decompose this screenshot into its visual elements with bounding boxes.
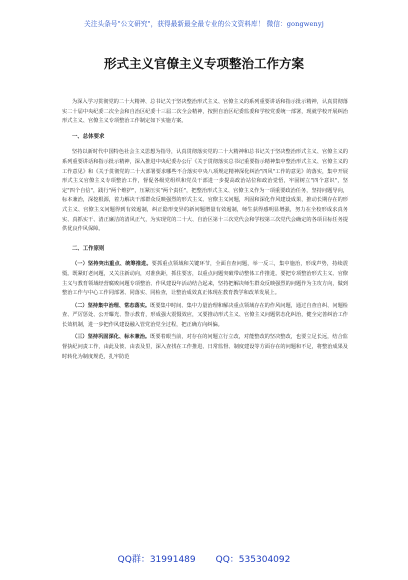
principle-lead: （二）坚持集中治理、常态落实。 [72, 302, 151, 309]
document-title: 形式主义官僚主义专项整治工作方案 [103, 56, 304, 71]
principle-item [62, 302, 348, 331]
contact-footer [0, 552, 408, 565]
qq-group-text: QQ群：31991489 [117, 555, 196, 565]
qq-text: QQ：535304092 [215, 555, 291, 565]
section-1-paragraph: 坚持以新时代中国特色社会主义思想为指导，认真贯彻落实党的二十大精神和总书记关于坚决整治形式主义、官僚主义的系列重要讲话和指示批示精神，深入推进中央纪委办公厅《关于贯彻落实总书记重要指示精神集中整治形式主义、官僚主义的工作意见》和《关于贯彻党的二十大部署要求哪些不合落实中央八项规定精神深化纠治"四风"工作的意见》的落实，集中开展形式主义官僚主义专项整治工作，督促各级党组织和党员干部进一步提高政治站位和政治觉悟，牢固树立"四个意识"，坚定"四个自信"，践行"两个维护"，压紧压实"两个责任"，把整治形式主义、官僚主义作为一项重要政治任务，坚持问题导向，标本兼治，深挖根源，着力解决干部群众反映强烈的形式主义、官僚主义问题，巩固和深化作风建设成果，推动长期存在的形式主义、官僚主义问题得到有效遏制，纠正隐形变异的新问题增量有效遏制，师生获得感明显增强，努力在全校形成求真务实、真抓实干、清正廉洁的清风正气，为实现党的二十大、自治区第十三次党代会和学校第三次党代会确定的各项目标任务提供优良作风保障。 [62, 149, 348, 233]
principle-text: 既要集中时间、集中力量治理和解决重点领域存在的作风问题，通过自查自纠、问题检查、严厉惩处、公开曝光、警示教育，形成强大震慑效应，又要推动形式主义、官僚主义问题常态化纠治，健全完善纠治工作长效机制，进一步把作风建设融入管党治党全过程，把正确方向纠偏。 [62, 302, 348, 328]
principle-item [62, 333, 348, 362]
intro-paragraph: 为深入学习贯彻党的二十大精神、总书记关于坚决整治形式主义、官僚主义的系列重要讲话和指示批示精神，认真贯彻落实二十届中央纪委二次全会和自治区纪委十三届二次全会精神，按照自治区纪委监委和学校党委统一部署，现就学校开展纠治形式主义、官僚主义专项整治工作制定如下实施方案。 [62, 99, 348, 125]
principle-text: 既要着眼当前，对存在的问题立行立改，对能整改的坚决整改，也要立足长远，结合监督执纪问责工作，由此及彼、由表及里，深入查找在工作推进、日常监督、制度建设等方面存在的问题和不足，将整治成果及时转化为制度规范，扎牢防范 [62, 334, 348, 360]
document-body [62, 98, 348, 362]
principle-item [62, 260, 348, 298]
section-heading-1: 一、总体要求 [72, 133, 105, 140]
principle-text: 要抓重点领域和关键环节，全面自查问题，举一反三，集中施治，形成声势，持续震慑。既紧盯老问题，又关注新动向，对准焦距，抓住要害，以重点问题突破带动整体工作推进。要把专项整治形式主义、官僚主义与教育领域经营腐败问题专项整治、作风建设年活动结合起来，坚持把解决师生群众反映强烈的问题作为主攻方向，做到整治工作与中心工作同部署、同落实、同检查，让整治成效真正体现在教育教学和改革发展上。 [62, 261, 348, 297]
section-heading-2: 二、工作原则 [72, 245, 105, 252]
header-banner: 关注头条号"公文研究"，获得最新最全最专业的公文资料库！ 微信：gongwenyj [84, 20, 324, 28]
principle-lead: （三）坚持巩固深化、标本兼治。 [72, 334, 151, 341]
principle-lead: （一）坚持突出重点、统筹推进。 [72, 261, 152, 268]
